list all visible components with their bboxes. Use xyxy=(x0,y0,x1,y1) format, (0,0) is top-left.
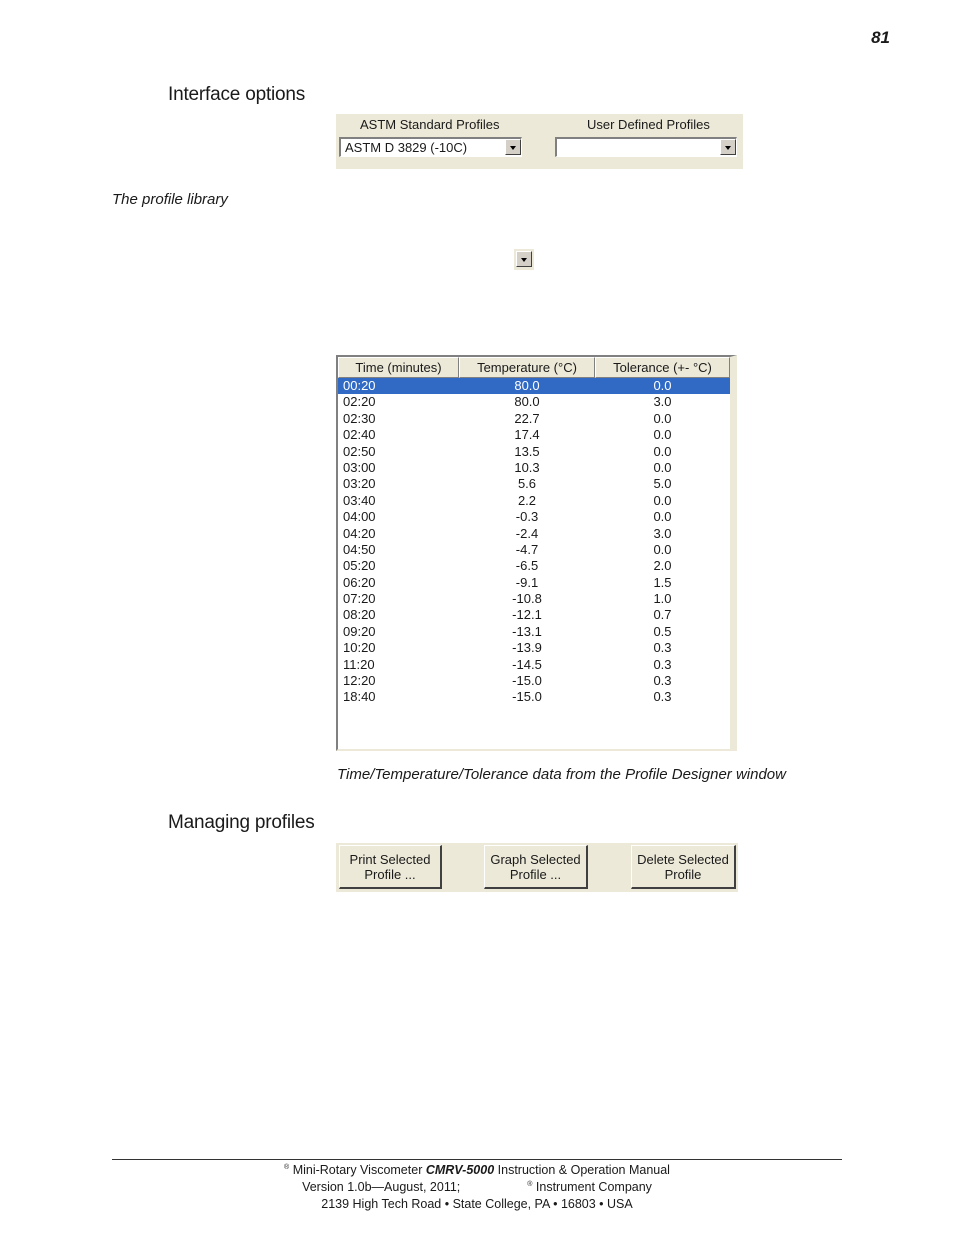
footer-manual-title: Instruction & Operation Manual xyxy=(497,1163,670,1177)
time-cell: 04:20 xyxy=(343,525,376,541)
table-row[interactable] xyxy=(338,509,730,525)
table-row[interactable] xyxy=(338,378,730,394)
tolerance-cell: 0.3 xyxy=(653,656,672,672)
profile-library-panel xyxy=(336,114,743,169)
table-row[interactable] xyxy=(338,526,730,542)
table-row[interactable] xyxy=(338,575,730,591)
user-profiles-label: User Defined Profiles xyxy=(587,117,710,132)
time-cell: 11:20 xyxy=(343,656,375,672)
time-cell: 10:20 xyxy=(343,640,376,656)
footer-model: CMRV-5000 xyxy=(425,1163,495,1177)
table-row[interactable] xyxy=(338,558,730,574)
tolerance-cell: 0.7 xyxy=(653,607,672,623)
delete-selected-profile-button[interactable] xyxy=(631,845,736,889)
tolerance-cell: 3.0 xyxy=(653,394,672,410)
footer-address: 2139 High Tech Road • State College, PA • 16803 • USA xyxy=(321,1197,633,1211)
registered-mark: ® xyxy=(527,1180,533,1188)
table-row[interactable] xyxy=(338,673,730,689)
delete-button-line2: Profile xyxy=(664,867,702,882)
temperature-cell: -13.1 xyxy=(512,623,542,639)
table-row[interactable] xyxy=(338,394,730,410)
tolerance-cell: 0.5 xyxy=(653,623,672,639)
footer-version: Version 1.0b—August, 2011; xyxy=(302,1180,461,1194)
time-cell: 09:20 xyxy=(343,623,376,639)
time-cell: 02:20 xyxy=(343,394,376,410)
temperature-cell: 80.0 xyxy=(514,378,540,393)
time-cell: 03:20 xyxy=(343,476,376,492)
temperature-cell: -6.5 xyxy=(515,558,539,574)
graph-button-line1: Graph Selected xyxy=(490,852,581,867)
print-selected-profile-button[interactable] xyxy=(339,845,442,889)
profile-data-table[interactable] xyxy=(336,355,737,751)
dropdown-button-icon xyxy=(516,251,532,267)
time-cell: 04:00 xyxy=(343,509,376,525)
time-cell: 05:20 xyxy=(343,558,376,574)
tolerance-cell: 0.0 xyxy=(653,410,672,426)
table-row[interactable] xyxy=(338,624,730,640)
chevron-down-icon xyxy=(521,258,527,262)
tolerance-cell: 0.0 xyxy=(653,443,672,459)
tolerance-cell: 0.0 xyxy=(653,378,672,393)
footer-line-2 xyxy=(0,1180,954,1194)
tolerance-cell: 0.3 xyxy=(653,689,672,705)
temperature-cell: 5.6 xyxy=(517,476,537,492)
tolerance-cell: 0.0 xyxy=(653,509,672,525)
section-heading-managing-profiles: Managing profiles xyxy=(168,812,315,833)
table-row[interactable] xyxy=(338,542,730,558)
user-profile-select[interactable] xyxy=(555,137,737,157)
column-header-time[interactable]: Time (minutes) xyxy=(338,357,459,378)
time-cell: 03:40 xyxy=(343,492,376,508)
astm-profile-value: ASTM D 3829 (-10C) xyxy=(345,140,468,155)
temperature-cell: 17.4 xyxy=(514,427,540,443)
graph-button-line2: Profile ... xyxy=(509,867,562,882)
time-cell: 06:20 xyxy=(343,574,376,590)
temperature-cell: -2.4 xyxy=(515,525,539,541)
page-number: 81 xyxy=(871,28,890,47)
table-row[interactable] xyxy=(338,411,730,427)
table-body xyxy=(338,378,730,706)
astm-profiles-label: ASTM Standard Profiles xyxy=(360,117,500,132)
dropdown-arrow-illustration xyxy=(514,249,534,270)
tolerance-cell: 0.0 xyxy=(653,427,672,443)
table-row[interactable] xyxy=(338,640,730,656)
temperature-cell: -4.7 xyxy=(515,541,539,557)
print-button-line1: Print Selected xyxy=(349,852,431,867)
column-header-tolerance[interactable]: Tolerance (+- °C) xyxy=(595,357,730,378)
tolerance-cell: 3.0 xyxy=(653,525,672,541)
table-row[interactable] xyxy=(338,460,730,476)
time-cell: 02:30 xyxy=(343,410,376,426)
temperature-cell: -10.8 xyxy=(512,591,542,607)
astm-profile-select[interactable] xyxy=(339,137,522,157)
time-cell: 07:20 xyxy=(343,591,376,607)
time-cell: 02:50 xyxy=(343,443,376,459)
section-heading-interface-options: Interface options xyxy=(168,84,306,105)
temperature-cell: 80.0 xyxy=(514,394,540,410)
table-row[interactable] xyxy=(338,493,730,509)
chevron-down-icon xyxy=(725,146,731,150)
tolerance-cell: 1.0 xyxy=(653,591,672,607)
profile-library-caption: The profile library xyxy=(112,191,228,208)
tolerance-cell: 0.3 xyxy=(653,673,672,689)
profile-table-caption: Time/Temperature/Tolerance data from the Profile Designer window xyxy=(337,766,786,783)
time-cell: 00:20 xyxy=(343,378,376,393)
table-header xyxy=(338,357,730,378)
temperature-cell: 13.5 xyxy=(514,443,540,459)
table-row[interactable] xyxy=(338,591,730,607)
tolerance-cell: 0.0 xyxy=(653,492,672,508)
chevron-down-icon xyxy=(510,146,516,150)
table-row[interactable] xyxy=(338,657,730,673)
tolerance-cell: 2.0 xyxy=(653,558,672,574)
time-cell: 02:40 xyxy=(343,427,376,443)
time-cell: 18:40 xyxy=(343,689,376,705)
temperature-cell: -15.0 xyxy=(512,673,542,689)
temperature-cell: -15.0 xyxy=(512,689,542,705)
tolerance-cell: 5.0 xyxy=(653,476,672,492)
graph-selected-profile-button[interactable] xyxy=(484,845,588,889)
footer-product: Mini-Rotary Viscometer xyxy=(292,1163,423,1177)
footer-divider xyxy=(112,1159,842,1160)
footer-company: Instrument Company xyxy=(535,1180,652,1194)
astm-dropdown-button[interactable] xyxy=(505,139,521,155)
temperature-cell: -13.9 xyxy=(512,640,542,656)
table-row[interactable] xyxy=(338,689,730,705)
table-row[interactable] xyxy=(338,607,730,623)
time-cell: 04:50 xyxy=(343,541,376,557)
time-cell: 12:20 xyxy=(343,673,376,689)
delete-button-line1: Delete Selected xyxy=(637,852,729,867)
temperature-cell: -12.1 xyxy=(512,607,542,623)
temperature-cell: -0.3 xyxy=(515,509,539,525)
table-row[interactable] xyxy=(338,444,730,460)
temperature-cell: 22.7 xyxy=(514,410,540,426)
tolerance-cell: 0.0 xyxy=(653,459,672,475)
temperature-cell: -9.1 xyxy=(515,574,539,590)
temperature-cell: 2.2 xyxy=(517,492,537,508)
tolerance-cell: 0.0 xyxy=(653,541,672,557)
temperature-cell: 10.3 xyxy=(514,459,540,475)
registered-mark: ® xyxy=(284,1163,290,1171)
print-button-line2: Profile ... xyxy=(364,867,416,882)
table-row[interactable] xyxy=(338,476,730,492)
column-header-temperature[interactable]: Temperature (°C) xyxy=(459,357,595,378)
time-cell: 08:20 xyxy=(343,607,376,623)
user-dropdown-button[interactable] xyxy=(720,139,736,155)
tolerance-cell: 1.5 xyxy=(653,574,672,590)
footer-line-1 xyxy=(0,1163,954,1177)
tolerance-cell: 0.3 xyxy=(653,640,672,656)
temperature-cell: -14.5 xyxy=(512,656,542,672)
table-row[interactable] xyxy=(338,427,730,443)
time-cell: 03:00 xyxy=(343,459,376,475)
